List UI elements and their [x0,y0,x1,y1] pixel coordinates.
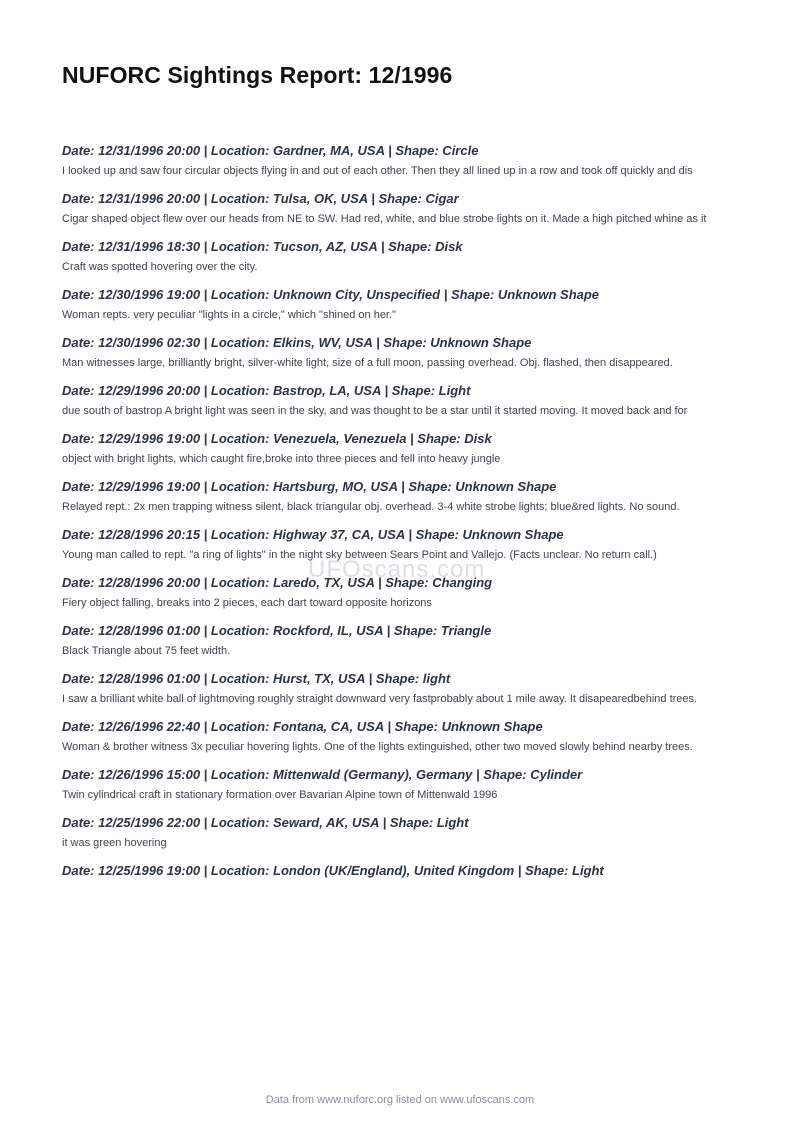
sighting-heading: Date: 12/30/1996 02:30 | Location: Elkins, WV, USA | Shape: Unknown Shape [62,335,532,350]
sighting-summary: object with bright lights, which caught fire,broke into three pieces and fell into heavy jungle [62,453,501,465]
sighting-heading: Date: 12/28/1996 01:00 | Location: Hurst, TX, USA | Shape: light [62,671,451,686]
sighting-entry [62,383,742,419]
sighting-summary: I saw a brilliant white ball of lightmoving roughly straight downward very fastprobably about 1 mile away. It disapearedbehind trees. [62,693,698,705]
sighting-heading: Date: 12/30/1996 19:00 | Location: Unknown City, Unspecified | Shape: Unknown Shape [62,287,600,302]
sighting-heading: Date: 12/29/1996 20:00 | Location: Bastrop, LA, USA | Shape: Light [62,383,471,398]
sighting-summary: Young man called to rept. "a ring of lights" in the night sky between Sears Point and Vallejo. (Facts unclear. No return call.) [62,549,657,561]
sighting-entry [62,335,742,371]
sighting-summary: Fiery object falling, breaks into 2 pieces, each dart toward opposite horizons [62,597,432,609]
sighting-summary: Man witnesses large, brilliantly bright, silver-white light, size of a full moon, passing overhead. Obj. flashed, then disappeared. [62,357,673,369]
sighting-heading: Date: 12/31/1996 18:30 | Location: Tucson, AZ, USA | Shape: Disk [62,239,463,254]
sighting-summary: it was green hovering [62,837,167,849]
sighting-entry [62,143,742,179]
sighting-entry [62,575,742,611]
sighting-entry [62,671,742,707]
sightings-list [62,143,742,891]
page-title: NUFORC Sightings Report: 12/1996 [62,62,453,88]
sighting-entry [62,527,742,563]
sighting-summary: Woman & brother witness 3x peculiar hovering lights. One of the lights extinguished, other two moved slowly behind nearby trees. [62,741,693,753]
sighting-summary: I looked up and saw four circular objects flying in and out of each other. Then they all lined up in a row and took off quickly and dis [62,165,693,177]
sighting-heading: Date: 12/31/1996 20:00 | Location: Tulsa, OK, USA | Shape: Cigar [62,191,459,206]
sighting-heading: Date: 12/28/1996 20:15 | Location: Highway 37, CA, USA | Shape: Unknown Shape [62,527,564,542]
sighting-heading: Date: 12/28/1996 20:00 | Location: Laredo, TX, USA | Shape: Changing [62,575,493,590]
sighting-entry [62,287,742,323]
sighting-entry [62,479,742,515]
sighting-entry [62,239,742,275]
sighting-entry [62,767,742,803]
sighting-summary: Relayed rept.: 2x men trapping witness silent, black triangular obj. overhead. 3-4 white strobe lights; blue&red lights. No sound. [62,501,680,513]
sighting-summary: Cigar shaped object flew over our heads from NE to SW. Had red, white, and blue strobe lights on it. Made a high pitched whine as it [62,213,707,225]
sighting-heading: Date: 12/25/1996 19:00 | Location: London (UK/England), United Kingdom | Shape: Light [62,863,604,878]
sighting-heading: Date: 12/25/1996 22:00 | Location: Seward, AK, USA | Shape: Light [62,815,469,830]
sighting-summary: Craft was spotted hovering over the city. [62,261,258,273]
sighting-entry [62,431,742,467]
sighting-heading: Date: 12/26/1996 22:40 | Location: Fontana, CA, USA | Shape: Unknown Shape [62,719,543,734]
sighting-entry [62,623,742,659]
sighting-entry [62,191,742,227]
sighting-heading: Date: 12/31/1996 20:00 | Location: Gardner, MA, USA | Shape: Circle [62,143,479,158]
sighting-summary: Black Triangle about 75 feet width. [62,645,231,657]
sighting-summary: due south of bastrop A bright light was seen in the sky, and was thought to be a star until it started moving. It moved back and for [62,405,688,417]
ufoscans-watermark: UFOscans.com [308,556,486,583]
sighting-heading: Date: 12/26/1996 15:00 | Location: Mittenwald (Germany), Germany | Shape: Cylinder [62,767,583,782]
sighting-heading: Date: 12/28/1996 01:00 | Location: Rockford, IL, USA | Shape: Triangle [62,623,492,638]
sighting-heading: Date: 12/29/1996 19:00 | Location: Venezuela, Venezuela | Shape: Disk [62,431,492,446]
page-footer: Data from www.nuforc.org listed on www.ufoscans.com [265,1094,535,1106]
sighting-summary: Twin cylindrical craft in stationary formation over Bavarian Alpine town of Mittenwald 1996 [62,789,498,801]
sighting-heading: Date: 12/29/1996 19:00 | Location: Hartsburg, MO, USA | Shape: Unknown Shape [62,479,557,494]
sighting-entry [62,719,742,755]
sighting-entry [62,815,742,851]
sighting-entry [62,863,742,879]
sighting-summary: Woman repts. very peculiar "lights in a circle," which "shined on her." [62,309,396,321]
